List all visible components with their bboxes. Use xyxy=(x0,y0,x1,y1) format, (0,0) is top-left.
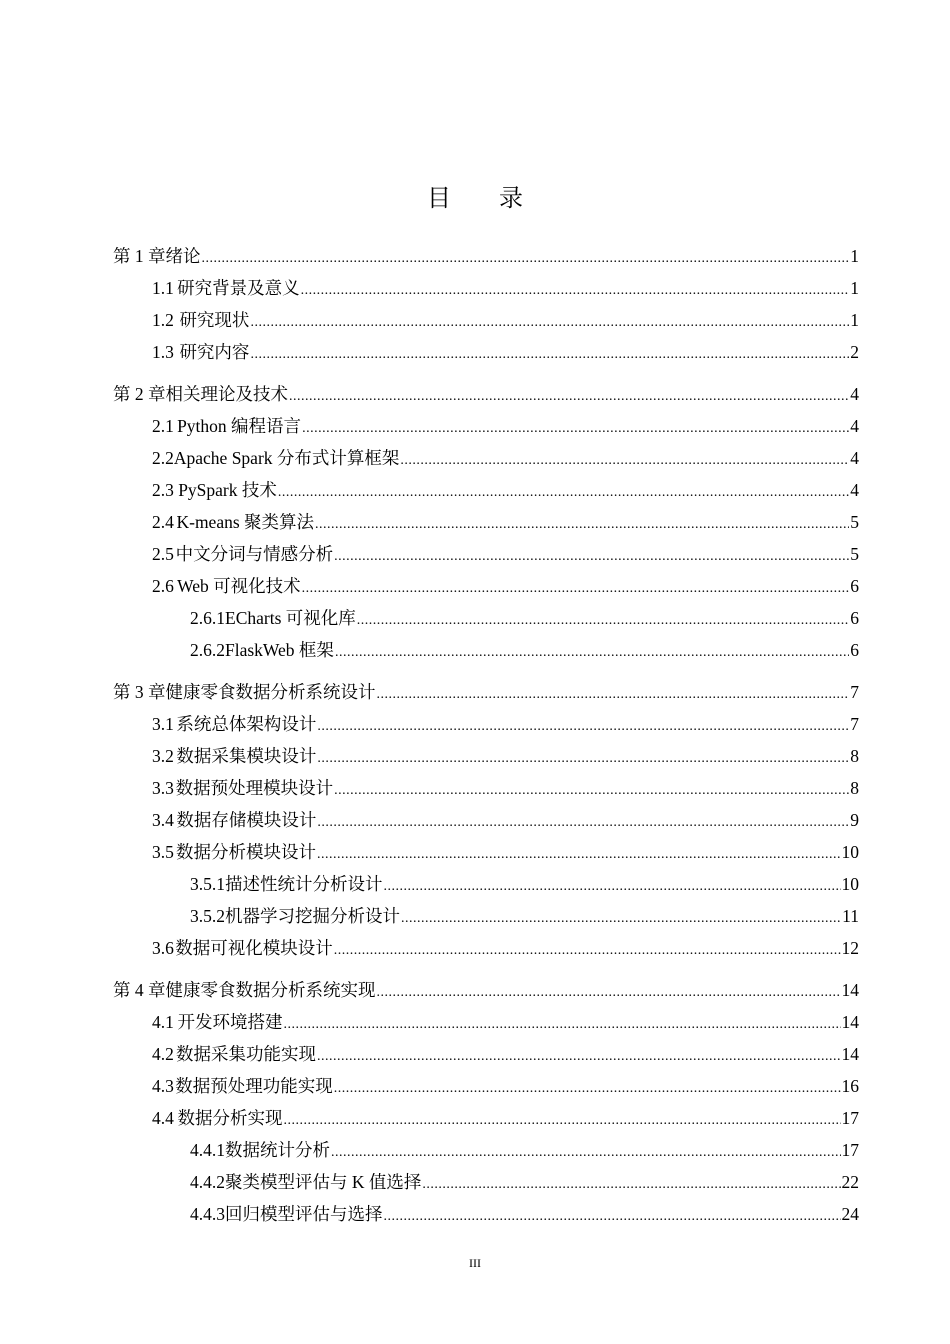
toc-dot-leader xyxy=(335,640,849,666)
toc-entry-page-number: 4 xyxy=(850,416,859,436)
toc-entry-number: 2.3 xyxy=(152,480,174,500)
toc-entry-number: 第 3 章 xyxy=(113,682,166,702)
toc-entry-title: 研究内容 xyxy=(179,342,250,362)
toc-entry-title: 相关理论及技术 xyxy=(165,384,288,404)
toc-entry-number: 第 1 章 xyxy=(113,246,166,266)
toc-entry-title: 绪论 xyxy=(165,246,201,266)
toc-entry-number: 2.4 xyxy=(152,512,174,532)
toc-section-entry[interactable] xyxy=(152,541,859,567)
toc-dot-leader xyxy=(317,1044,841,1070)
toc-entry-number: 2.6.2 xyxy=(190,640,225,660)
toc-dot-leader xyxy=(250,342,849,368)
toc-dot-leader xyxy=(400,448,849,474)
toc-entry-title: 数据可视化模块设计 xyxy=(175,938,333,958)
toc-dot-leader xyxy=(401,906,841,932)
page-title xyxy=(0,178,950,213)
toc-section-entry[interactable] xyxy=(152,1073,859,1099)
toc-dot-leader xyxy=(317,842,841,868)
toc-entry-title: ECharts 可视化库 xyxy=(225,608,356,628)
toc-section-entry[interactable] xyxy=(152,1009,859,1035)
toc-entry-page-number: 7 xyxy=(850,714,859,734)
toc-chapter-entry[interactable] xyxy=(113,243,859,269)
page-title-char-2: 录 xyxy=(499,186,523,212)
toc-entry-page-number: 1 xyxy=(850,310,859,330)
toc-entry-title: 聚类模型评估与 K 值选择 xyxy=(225,1172,422,1192)
toc-entry-page-number: 16 xyxy=(841,1076,859,1096)
toc-entry-number: 3.6 xyxy=(152,938,174,958)
toc-entry-page-number: 5 xyxy=(850,544,859,564)
toc-entry-number: 1.1 xyxy=(152,278,174,298)
toc-section-entry[interactable] xyxy=(190,637,859,663)
toc-entry-number: 4.4.1 xyxy=(190,1140,225,1160)
toc-entry-title: 数据预处理功能实现 xyxy=(175,1076,333,1096)
toc-entry-title: 系统总体架构设计 xyxy=(176,714,317,734)
toc-section-entry[interactable] xyxy=(152,445,859,471)
toc-dot-leader xyxy=(377,980,841,1006)
toc-entry-page-number: 4 xyxy=(850,448,859,468)
toc-entry-number: 2.1 xyxy=(152,416,174,436)
toc-entry-number: 4.3 xyxy=(152,1076,174,1096)
toc-entry-page-number: 22 xyxy=(841,1172,859,1192)
page-title-char-1: 目 xyxy=(427,186,451,212)
toc-entry-title: 健康零食数据分析系统设计 xyxy=(165,682,376,702)
toc-entry-title: 数据存储模块设计 xyxy=(176,810,317,830)
toc-dot-leader xyxy=(377,682,850,708)
toc-entry-page-number: 6 xyxy=(850,640,859,660)
toc-dot-leader xyxy=(302,416,849,442)
toc-entry-page-number: 24 xyxy=(841,1204,859,1224)
toc-entry-page-number: 14 xyxy=(841,1012,859,1032)
toc-entry-number: 3.5.1 xyxy=(190,874,225,894)
toc-chapter-entry[interactable] xyxy=(113,381,859,407)
toc-entry-title: 数据分析模块设计 xyxy=(176,842,316,862)
toc-entry-page-number: 8 xyxy=(850,746,859,766)
toc-entry-page-number: 8 xyxy=(850,778,859,798)
toc-dot-leader xyxy=(334,938,841,964)
toc-entry-title: 机器学习挖掘分析设计 xyxy=(225,906,400,926)
toc-dot-leader xyxy=(422,1172,840,1198)
toc-entry-title: 健康零食数据分析系统实现 xyxy=(165,980,376,1000)
toc-section-entry[interactable] xyxy=(152,509,859,535)
toc-chapter-entry[interactable] xyxy=(113,679,859,705)
toc-entry-number: 4.2 xyxy=(152,1044,174,1064)
toc-section-entry[interactable] xyxy=(152,1105,859,1131)
toc-entry-page-number: 6 xyxy=(850,608,859,628)
toc-entry-page-number: 14 xyxy=(841,1044,859,1064)
toc-entry-page-number: 10 xyxy=(841,874,859,894)
toc-section-entry[interactable] xyxy=(152,935,859,961)
toc-section-entry[interactable] xyxy=(152,573,859,599)
toc-entry-page-number: 12 xyxy=(841,938,859,958)
toc-entry-number: 4.1 xyxy=(152,1012,174,1032)
toc-entry-number: 2.6 xyxy=(152,576,174,596)
toc-dot-leader xyxy=(331,1140,841,1166)
toc-entry-number: 1.2 xyxy=(152,310,174,330)
toc-entry-title: 数据采集模块设计 xyxy=(176,746,317,766)
toc-dot-leader xyxy=(384,1204,841,1230)
toc-section-entry[interactable] xyxy=(190,903,859,929)
toc-dot-leader xyxy=(289,384,849,410)
toc-section-entry[interactable] xyxy=(152,711,859,737)
toc-dot-leader xyxy=(301,278,850,304)
toc-entry-number: 3.1 xyxy=(152,714,174,734)
toc-entry-title: Web 可视化技术 xyxy=(177,576,301,596)
toc-entry-number: 3.4 xyxy=(152,810,174,830)
toc-dot-leader xyxy=(284,1108,841,1134)
toc-entry-title: Apache Spark 分布式计算框架 xyxy=(173,448,400,468)
toc-entry-number: 4.4 xyxy=(152,1108,174,1128)
toc-section-entry[interactable] xyxy=(190,1169,859,1195)
toc-entry-title: 数据统计分析 xyxy=(225,1140,330,1160)
toc-entry-title: 开发环境搭建 xyxy=(177,1012,283,1032)
toc-entry-title: FlaskWeb 框架 xyxy=(225,640,334,660)
toc-section-entry[interactable] xyxy=(190,1201,859,1227)
toc-entry-number: 2.5 xyxy=(152,544,174,564)
toc-entry-number: 3.5.2 xyxy=(190,906,225,926)
toc-dot-leader xyxy=(284,1012,841,1038)
toc-entry-title: Python 编程语言 xyxy=(177,416,302,436)
toc-section-entry[interactable] xyxy=(152,339,859,365)
toc-entry-title: 研究现状 xyxy=(179,310,250,330)
toc-section-entry[interactable] xyxy=(152,807,859,833)
toc-entry-page-number: 17 xyxy=(841,1140,859,1160)
toc-section-entry[interactable] xyxy=(190,605,859,631)
toc-entry-page-number: 6 xyxy=(850,576,859,596)
toc-section-entry[interactable] xyxy=(152,775,859,801)
toc-dot-leader xyxy=(250,310,849,336)
toc-dot-leader xyxy=(334,1076,841,1102)
toc-dot-leader xyxy=(357,608,849,634)
toc-dot-leader xyxy=(317,746,849,772)
toc-entry-page-number: 17 xyxy=(841,1108,859,1128)
toc-entry-page-number: 1 xyxy=(850,278,859,298)
toc-entry-title: 描述性统计分析设计 xyxy=(225,874,383,894)
toc-entry-title: 研究背景及意义 xyxy=(177,278,300,298)
toc-entry-page-number: 11 xyxy=(842,906,859,926)
toc-entry-page-number: 9 xyxy=(850,810,859,830)
toc-section-entry[interactable] xyxy=(190,871,859,897)
toc-entry-page-number: 4 xyxy=(850,480,859,500)
toc-section-entry[interactable] xyxy=(152,477,859,503)
toc-section-entry[interactable] xyxy=(152,307,859,333)
toc-dot-leader xyxy=(278,480,849,506)
toc-entry-number: 第 2 章 xyxy=(113,384,166,404)
toc-entry-title: 数据分析实现 xyxy=(177,1108,283,1128)
toc-section-entry[interactable] xyxy=(152,413,859,439)
toc-section-entry[interactable] xyxy=(190,1137,859,1163)
toc-section-entry[interactable] xyxy=(152,743,859,769)
toc-entry-number: 3.2 xyxy=(152,746,174,766)
toc-entry-title: 回归模型评估与选择 xyxy=(225,1204,383,1224)
toc-section-entry[interactable] xyxy=(152,839,859,865)
toc-entry-page-number: 10 xyxy=(841,842,859,862)
toc-dot-leader xyxy=(317,714,849,740)
toc-entry-number: 4.4.3 xyxy=(190,1204,225,1224)
toc-entry-page-number: 4 xyxy=(850,384,859,404)
toc-chapter-entry[interactable] xyxy=(113,977,859,1003)
toc-entry-title: 中文分词与情感分析 xyxy=(175,544,334,564)
toc-entry-page-number: 1 xyxy=(850,246,859,266)
toc-section-entry[interactable] xyxy=(152,1041,859,1067)
toc-entry-page-number: 14 xyxy=(841,980,859,1000)
toc-entry-page-number: 5 xyxy=(850,512,859,532)
page-number-footer: III xyxy=(469,1256,481,1270)
toc-section-entry[interactable] xyxy=(152,275,859,301)
toc-dot-leader xyxy=(302,576,850,602)
toc-entry-title: 数据采集功能实现 xyxy=(176,1044,316,1064)
toc-entry-title: 数据预处理模块设计 xyxy=(175,778,334,798)
toc-dot-leader xyxy=(334,544,849,570)
toc-entry-number: 4.4.2 xyxy=(190,1172,225,1192)
toc-entry-number: 2.2 xyxy=(152,448,174,468)
toc-entry-number: 第 4 章 xyxy=(113,980,166,1000)
toc-entry-title: PySpark 技术 xyxy=(178,480,277,500)
toc-dot-leader xyxy=(384,874,841,900)
toc-dot-leader xyxy=(202,246,850,272)
toc-entry-number: 3.5 xyxy=(152,842,174,862)
toc-entry-number: 1.3 xyxy=(152,342,174,362)
toc-entry-number: 3.3 xyxy=(152,778,174,798)
toc-entry-title: K-means 聚类算法 xyxy=(176,512,315,532)
toc-dot-leader xyxy=(317,810,849,836)
toc-entry-page-number: 2 xyxy=(850,342,859,362)
toc-dot-leader xyxy=(334,778,849,804)
toc-dot-leader xyxy=(315,512,849,538)
toc-entry-page-number: 7 xyxy=(850,682,859,702)
toc-entry-number: 2.6.1 xyxy=(190,608,225,628)
